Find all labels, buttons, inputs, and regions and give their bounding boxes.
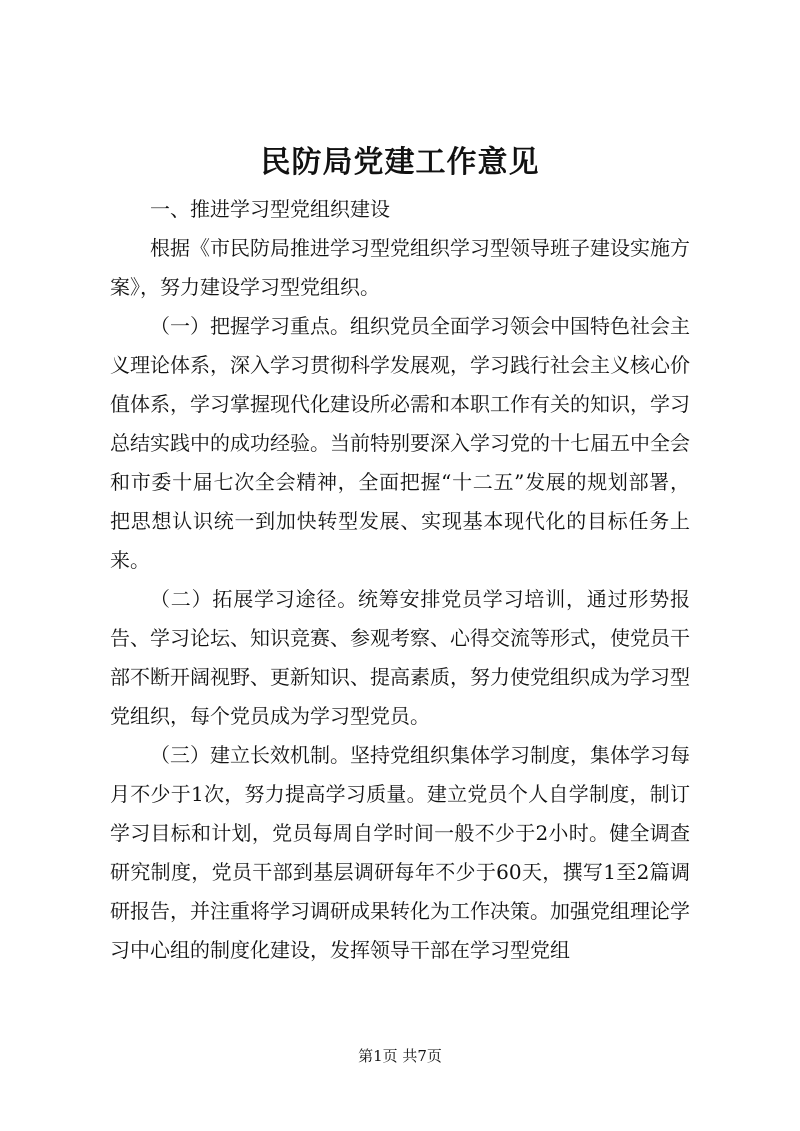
page-footer: 第1页 共7页 <box>358 1047 442 1065</box>
paragraph-intro: 根据《市民防局推进学习型党组织学习型领导班子建设实施方案》，努力建设学习型党组织。 <box>110 236 690 299</box>
document-body <box>110 190 690 970</box>
document-title: 民防局党建工作意见 <box>260 145 540 180</box>
paragraph-study-focus: （一）把握学习重点。组织党员全面学习领会中国特色社会主义理论体系，深入学习贯彻科学发展观，学习践行社会主义核心价值体系，学习掌握现代化建设所必需和本职工作有关的知识，学习总结实践中的成功经验。当前特别要深入学习党的十七届五中全会和市委十届七次全会精神，全面把握“十二五”发展的规划部署，把思想认识统一到加快转型发展、实现基本现代化的目标任务上来。 <box>110 314 690 572</box>
paragraph-study-channels: （二）拓展学习途径。统筹安排党员学习培训，通过形势报告、学习论坛、知识竞赛、参观考察、心得交流等形式，使党员干部不断开阔视野、更新知识、提高素质，努力使党组织成为学习型党组织，每个党员成为学习型党员。 <box>110 587 690 728</box>
section-heading: 一、推进学习型党组织建设 <box>150 197 390 221</box>
paragraph-long-term-mechanism: （三）建立长效机制。坚持党组织集体学习制度，集体学习每月不少于1次，努力提高学习质量。建立党员个人自学制度，制订学习目标和计划，党员每周自学时间一般不少于2小时。健全调查研究制度，党员干部到基层调研每年不少于60天，撰写1至2篇调研报告，并注重将学习调研成果转化为工作决策。加强党组理论学习中心组的制度化建设，发挥领导干部在学习型党组 <box>110 743 690 962</box>
